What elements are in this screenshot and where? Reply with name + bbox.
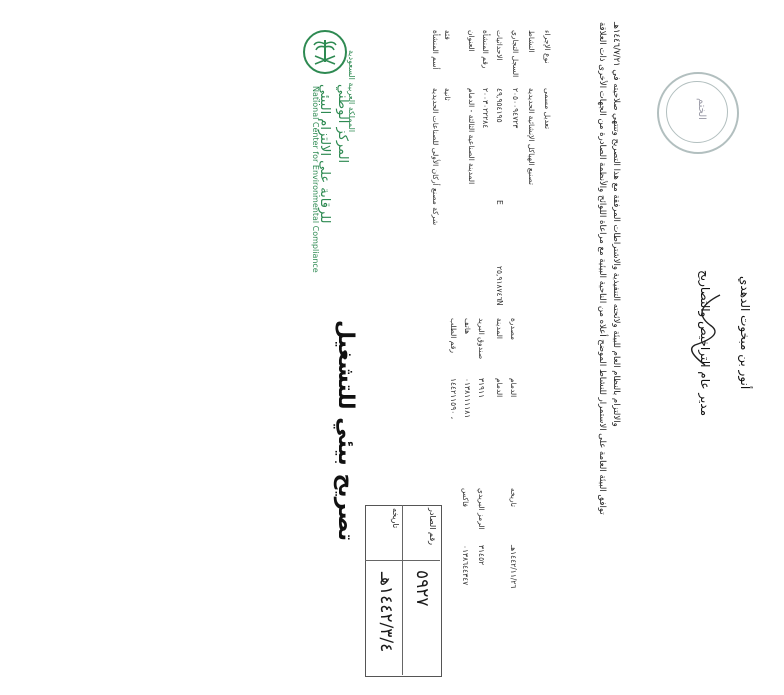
procedure-value: تعديل مسمى (543, 88, 552, 130)
coord-e-dir: E (495, 200, 504, 205)
issued-at-label: مصدرة (509, 318, 518, 341)
approval-note-line2: والالتزام بالنظام العام للبيئة ولائحته التنفيذية والاشتراطات المرفقة مع هذا التصريح وتنتهي صلاحيته في ١٤٤٦/٧/٢١هـ (611, 22, 621, 427)
coord-e-value: ٤٩,٩٥٤١٩٥ (495, 88, 504, 123)
palm-swords-icon (305, 32, 345, 72)
issue-number-value: ٥٩٢٧ (412, 570, 432, 607)
coords-label: الاحداثيات (495, 30, 504, 61)
request-no-value: ١٤٤٢١١٥٩٠ ، (449, 378, 458, 420)
postal-label: الرمز البريدي (477, 488, 486, 530)
pobox-value: ٣١٩١١ (477, 378, 486, 399)
official-stamp (657, 72, 739, 154)
center-logo (303, 30, 347, 74)
facility-no-label: رقم المنشأة (481, 30, 490, 69)
cr-value: ٢٠٥٠٠٩٤٧٢٣ (511, 88, 520, 129)
phone-value: ٠١٣٨١١١١٨١ (463, 378, 472, 419)
city-label: المدينة (495, 318, 504, 340)
cr-label: السجل التجاري (511, 30, 520, 78)
issued-at-value: الدمام (509, 378, 518, 398)
pobox-label: صندوق البريد (477, 318, 486, 360)
address-label: العنوان (467, 30, 476, 52)
center-name-line1: المركز الوطني (335, 84, 350, 164)
phone-label: هاتف (463, 318, 472, 335)
stamp-text: الختم (696, 98, 707, 120)
issued-date-value: ١٤٤٢/١١/٢٦هـ (509, 545, 518, 589)
postal-value: ٣١٤٥٢ (477, 545, 486, 566)
category-label: فئة (443, 30, 452, 40)
issued-date-label: تاريخه (509, 488, 518, 507)
activity-value: تصنيع الهياكل الإنشائية الحديدية (527, 88, 536, 185)
handwritten-signature (680, 290, 730, 370)
coord-n-dir: N (495, 300, 504, 306)
procedure-label: نوع الإجراء (543, 30, 552, 64)
request-no-label: رقم الطلب (449, 318, 458, 353)
fax-label: فاكس (461, 488, 470, 508)
kingdom-text: المملكة العربية السعودية (347, 50, 356, 133)
issue-date-label: تاريخه (391, 508, 400, 529)
issue-number-label: رقم الصادر (428, 508, 437, 546)
facility-name-value: شركة مصنع أركان الأولى للصناعات الحديدية (431, 88, 440, 226)
signer-name: أنور بن مبخوت الدهدي (738, 276, 752, 390)
facility-name-label: أسم المنشأة (431, 30, 440, 70)
issue-box-midline (402, 505, 403, 675)
city-value: الدمام (495, 378, 504, 398)
facility-no-value: ٢٠٠٣٠٢٢٢٨٤ (481, 88, 490, 129)
permit-title: تصريح بيئي للتشغيل (333, 320, 358, 542)
fax-value: ٠١٣٨٦٤٤٣٤٧ (461, 545, 470, 586)
center-name-en: National Center for Environmental Compliance (311, 86, 320, 273)
activity-label: النشاط (527, 30, 536, 53)
coord-n-value: ٢٥,٩١٨٧٤٦ (495, 266, 504, 301)
category-value: ثانية (443, 88, 452, 101)
center-name-line2: للرقابة على الالتزام البيئي (317, 84, 332, 224)
signature-title: مدير عام التراخيص والتصاريح (698, 270, 712, 417)
issue-date-value: ١٤٤٢/٣/٤هـ (376, 572, 396, 653)
address-value: المدينة الصناعية الثالثة - الدمام (467, 88, 476, 185)
approval-note-line1: توافق البيئة العامة على الاستمرار للنشاط الموضح أعلاه من الناحية البيئية مع مراعاة اللوائح والأنظمة الصادرة من الجهات الأخرى ذات العلاقة (597, 22, 607, 515)
